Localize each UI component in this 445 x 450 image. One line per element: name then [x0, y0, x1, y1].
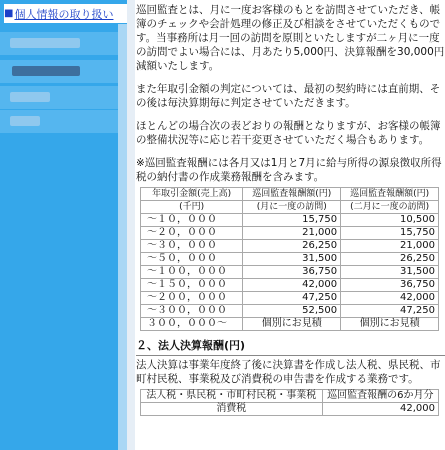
sidebar-item-3[interactable] [0, 86, 118, 109]
fee-bimonthly: 26,250 [341, 253, 439, 266]
section-title-corporate: ２、法人決算報酬(円) [136, 339, 445, 356]
table-row [141, 390, 439, 403]
fee-bimonthly: 21,000 [341, 240, 439, 253]
table-row [141, 266, 439, 279]
table-row [141, 292, 439, 305]
table-row [141, 318, 439, 331]
blurred-label [10, 92, 50, 102]
corp-value: 42,000 [322, 403, 438, 416]
fee-range: 〜１０，０００ [141, 214, 243, 227]
fee-bimonthly: 個別にお見積 [341, 318, 439, 331]
fee-monthly: 36,750 [243, 266, 341, 279]
sidebar [0, 0, 127, 450]
intro-paragraph: 巡回監査とは、月に一度お客様のもとを訪問させていただき、帳簿のチェックや会計処理の修正及び相談をさせていただくものです。当事務所は月一回の訪問を原則といたしますが二ヶ月に一度の訪問でよい場合には、月あたり5,000円、決算報酬を30,000円減額いたします。 [136, 4, 445, 72]
fee-bimonthly: 36,750 [341, 279, 439, 292]
fee-monthly: 42,000 [243, 279, 341, 292]
fee-sub-monthly: (月に一度の訪問) [243, 201, 341, 214]
corporate-paragraph: 法人決算は事業年度終了後に決算書を作成し法人税、県民税、市町村民税、事業税及び消費税の申告書を作成する業務です。 [136, 359, 441, 385]
fee-range: 〜２０，０００ [141, 227, 243, 240]
fee-header-bimonthly: 巡回監査報酬額(円) [341, 188, 439, 201]
fee-unit: (千円) [141, 201, 243, 214]
fee-range: 〜５０，０００ [141, 253, 243, 266]
fee-header-monthly: 巡回監査報酬額(円) [243, 188, 341, 201]
fee-range: 〜３０，０００ [141, 240, 243, 253]
fee-bimonthly: 10,500 [341, 214, 439, 227]
note-paragraph: ※巡回監査報酬には各月又は1月と7月に給与所得の源泉徴収所得税の納付書の作成業務報酬を含みます。 [136, 157, 442, 183]
fee-bimonthly: 31,500 [341, 266, 439, 279]
fee-monthly: 26,250 [243, 240, 341, 253]
blurred-label [10, 116, 40, 126]
fee-monthly: 31,500 [243, 253, 341, 266]
fee-range: 〜１５０，０００ [141, 279, 243, 292]
sidebar-item-4[interactable] [0, 110, 118, 133]
fee-monthly: 47,250 [243, 292, 341, 305]
fee-header-amount: 年取引金額(売上高) [141, 188, 243, 201]
fee-bimonthly: 15,750 [341, 227, 439, 240]
corp-value: 巡回監査報酬の6か月分 [322, 390, 438, 403]
table-row [141, 253, 439, 266]
square-bullet-icon: ■ [4, 8, 14, 19]
table-row [141, 227, 439, 240]
fee-sub-bimonthly: (二月に一度の訪問) [341, 201, 439, 214]
table-row [141, 305, 439, 318]
sidebar-item-2[interactable] [0, 60, 118, 83]
sidebar-edge [118, 24, 127, 450]
table-row [141, 214, 439, 227]
blurred-label [10, 38, 80, 48]
sidebar-item-1[interactable] [0, 32, 118, 55]
table-row [141, 240, 439, 253]
privacy-policy-link[interactable]: 個人情報の取り扱い [14, 7, 114, 21]
fee-bimonthly: 47,250 [341, 305, 439, 318]
corp-label: 法人税・県民税・市町村民税・事業税 [141, 390, 323, 403]
fee-range: ３００，０００〜 [141, 318, 243, 331]
audit-fee-table [140, 187, 439, 331]
fee-monthly: 21,000 [243, 227, 341, 240]
fee-range: 〜２００，０００ [141, 292, 243, 305]
fee-range: 〜３００，０００ [141, 305, 243, 318]
main-content [136, 3, 445, 416]
fee-monthly: 個別にお見積 [243, 318, 341, 331]
blurred-label [12, 66, 80, 76]
fee-monthly: 15,750 [243, 214, 341, 227]
fee-bimonthly: 42,000 [341, 292, 439, 305]
column-divider [127, 0, 135, 450]
corporate-fee-table [140, 389, 439, 416]
variation-paragraph: ほとんどの場合次の表どおりの報酬となりますが、お客様の帳簿の整備状況等に応じ若干変更させていただく場合もあります。 [136, 120, 441, 146]
table-row [141, 279, 439, 292]
judgement-paragraph: また年取引金額の判定については、最初の契約時には直前期、その後は毎決算期毎に判定させていただきます。 [136, 83, 441, 109]
fee-range: 〜１００，０００ [141, 266, 243, 279]
table-row [141, 403, 439, 416]
privacy-link-box[interactable] [4, 4, 127, 23]
corp-label: 消費税 [141, 403, 323, 416]
fee-monthly: 52,500 [243, 305, 341, 318]
